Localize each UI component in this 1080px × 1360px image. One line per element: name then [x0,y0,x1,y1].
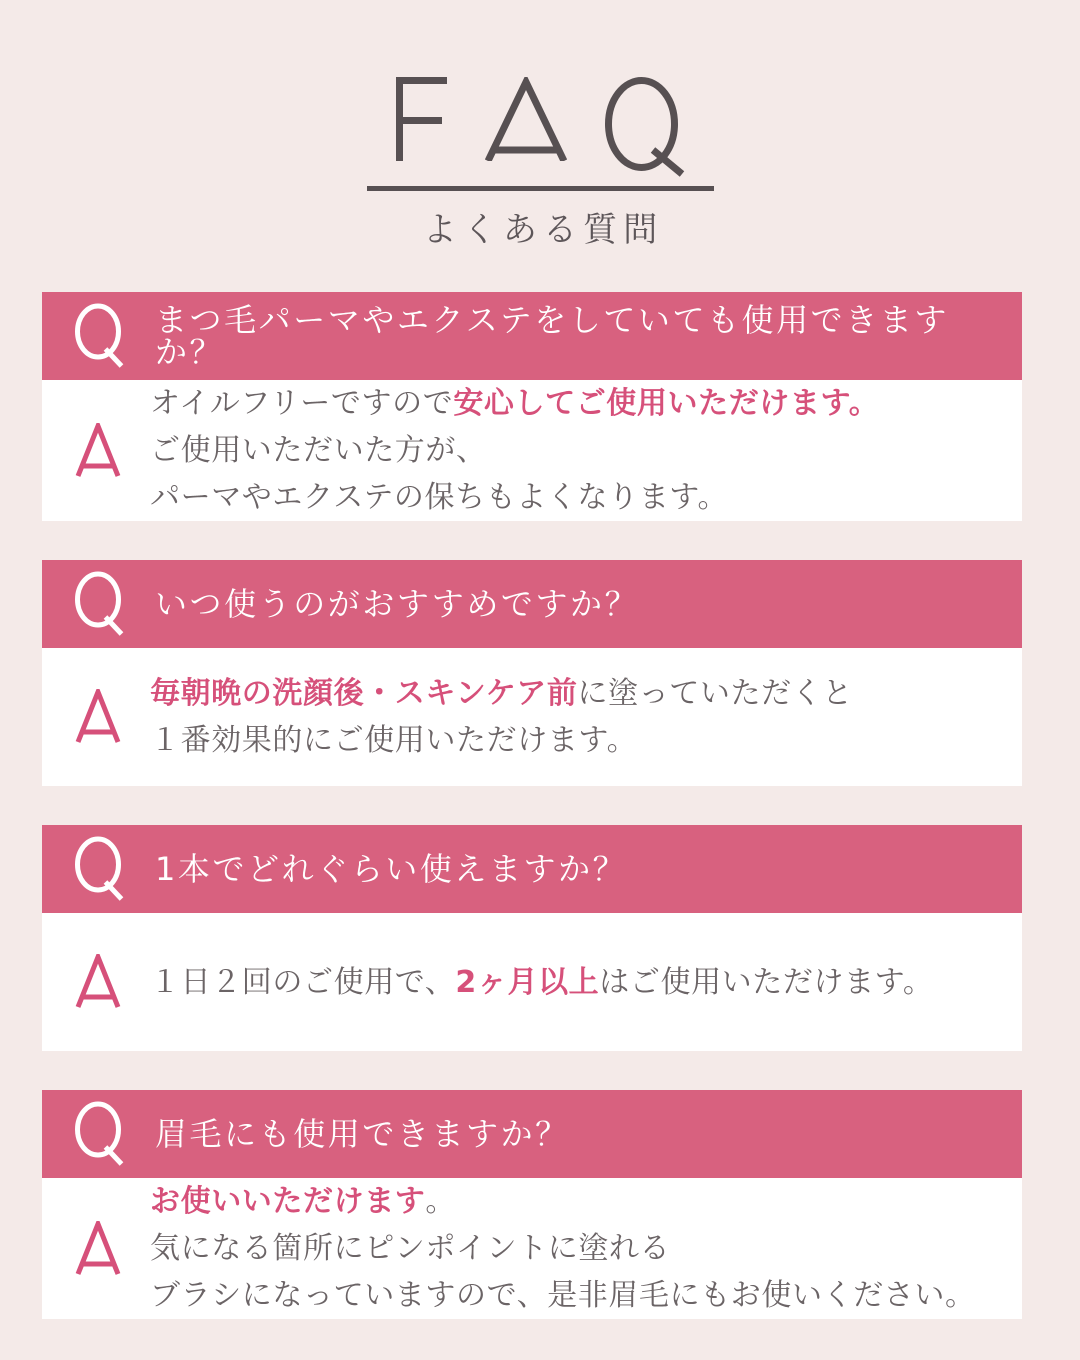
answer-accent-segment: 安心してご使用いただけます。 [453,386,880,421]
q-letter-icon [74,836,124,902]
q-letter-icon [74,1101,124,1167]
question-text: 1本でどれぐらい使えますか？ [155,850,628,888]
faq-item [42,1090,1022,1319]
a-letter-icon [75,954,121,1010]
faq-item [42,292,1022,521]
answer-segment: ご使用いただいた方が、 [150,433,487,468]
letter-a-icon [485,77,567,161]
answer-line [150,959,1006,1006]
question-bar [42,560,1022,648]
question-text: いつ使うのがおすすめですか？ [155,585,640,623]
answer-segment: ブラシになっていますので、是非眉毛にもお使いください。 [150,1278,976,1313]
answer-segment: に塗っていただくと [577,676,853,711]
page-subtitle: よくある質問 [422,210,664,250]
answer-box [42,1178,1022,1319]
a-letter-icon [75,1221,121,1277]
answer-segment: １番効果的にご使用いただけます。 [150,723,638,758]
answer-line [150,1178,1006,1225]
question-bar [42,292,1022,380]
letter-q-icon [605,77,685,177]
faq-title [0,77,1080,177]
letter-f-icon [395,77,447,161]
answer-segment: オイルフリーですので [150,386,454,421]
answer-line [150,380,1006,427]
faq-list [42,292,1022,1319]
answer-segment: パーマやエクステの保ちもよくなります。 [150,480,729,515]
q-letter-icon [74,303,124,369]
title-underline [367,186,714,191]
faq-header [0,0,1080,248]
faq-item [42,825,1022,1051]
answer-text [42,1178,1022,1319]
answer-text [42,670,1022,764]
answer-accent-segment: 2ヶ月以上 [455,964,600,1000]
answer-box [42,648,1022,786]
answer-segment: はご使用いただけます。 [599,964,934,1000]
question-bar [42,825,1022,913]
a-letter-icon [75,423,121,479]
answer-line [150,717,1006,764]
answer-line [150,427,1006,474]
answer-line [150,670,1006,717]
a-letter-icon [75,689,121,745]
answer-accent-segment: お使いいただけます [150,1184,426,1219]
faq-item [42,560,1022,786]
answer-line [150,1225,1006,1272]
question-text: まつ毛パーマやエクステをしていても使用できますか？ [155,301,949,371]
answer-box [42,380,1022,521]
answer-segment: 気になる箇所にピンポイントに塗れる [150,1231,671,1266]
answer-text [42,959,1022,1006]
answer-box [42,913,1022,1051]
answer-segment: 。 [425,1184,457,1219]
answer-line [150,474,1006,521]
answer-segment: １日２回のご使用で、 [150,964,456,1000]
question-bar [42,1090,1022,1178]
q-letter-icon [74,571,124,637]
answer-accent-segment: 毎朝晩の洗顔後・スキンケア前 [150,676,578,711]
answer-line [150,1272,1006,1319]
answer-text [42,380,1022,521]
question-text: 眉毛にも使用できますか？ [155,1115,570,1153]
